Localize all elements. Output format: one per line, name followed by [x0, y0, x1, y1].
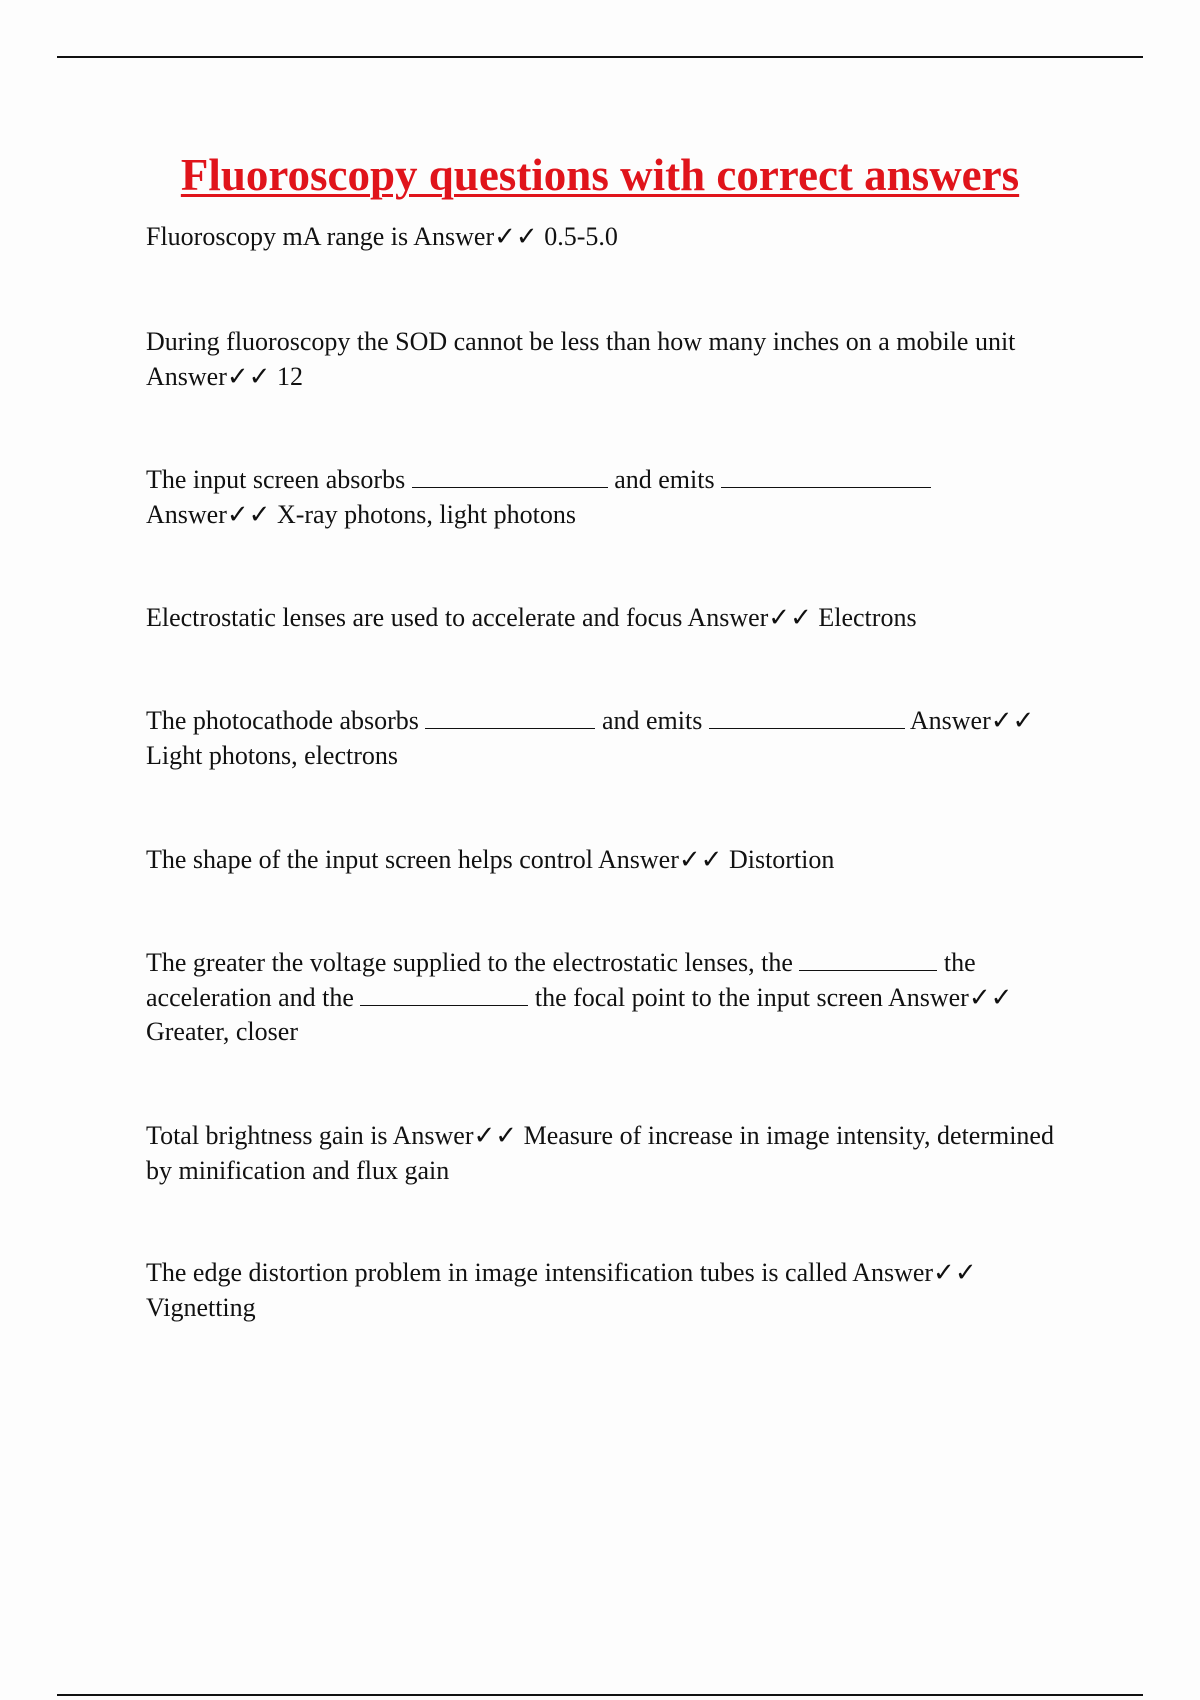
qa-item-5: [146, 704, 1086, 773]
question-text: the focal point to the input screen: [534, 982, 883, 1012]
answer-marker: Answer✓✓: [146, 499, 271, 529]
answer-marker: Answer✓✓: [909, 706, 1035, 735]
question-text: Fluoroscopy mA range is: [146, 222, 409, 251]
question-text: The edge distortion problem in image intensification tubes is called: [146, 1258, 848, 1287]
question-text: The shape of the input screen helps control: [146, 845, 593, 874]
question-text: During fluoroscopy the SOD cannot be less than how many inches on a mobile unit: [146, 327, 1016, 356]
qa-item-8: [146, 1119, 1086, 1188]
answer-text: Vignetting: [146, 1292, 256, 1322]
answer-marker: Answer✓✓: [392, 1121, 518, 1150]
question-text: Electrostatic lenses are used to accelerate and focus: [146, 603, 683, 632]
qa-item-6: [146, 843, 1086, 878]
answer-text: Electrons: [818, 603, 917, 632]
answer-marker: Answer✓✓: [887, 982, 1013, 1012]
fill-blank: [799, 948, 937, 971]
qa-item-7: [146, 946, 1086, 1050]
answer-text: Measure of increase in image intensity, determined by minification and flux gain: [146, 1121, 1054, 1185]
fill-blank: [721, 465, 931, 488]
qa-item-4: [146, 601, 1086, 636]
fill-blank: [709, 706, 905, 729]
question-text: Total brightness gain is: [146, 1121, 388, 1150]
qa-item-9: [146, 1256, 1086, 1325]
question-text: The greater the voltage supplied to the electrostatic lenses, the: [146, 948, 793, 977]
question-text: The photocathode absorbs: [146, 706, 419, 735]
fill-blank: [360, 983, 528, 1006]
fill-blank: [425, 706, 595, 729]
answer-marker: Answer✓✓: [598, 845, 723, 874]
question-text: and emits: [601, 706, 703, 735]
answer-text: 12: [276, 361, 303, 391]
qa-item-3: [146, 463, 1086, 532]
question-text: the acceleration and the: [146, 948, 976, 1012]
qa-item-2: [146, 325, 1086, 394]
answer-text: Light photons, electrons: [146, 740, 399, 770]
answer-marker: Answer✓✓: [687, 603, 812, 632]
bottom-rule: [57, 1694, 1143, 1696]
question-text: and emits: [614, 465, 715, 494]
question-text: The input screen absorbs: [146, 465, 406, 494]
answer-text: Greater, closer: [146, 1017, 298, 1046]
answer-marker: Answer✓✓: [413, 222, 538, 251]
fill-blank: [412, 465, 608, 488]
answer-marker: Answer✓✓: [146, 361, 271, 391]
answer-text: X-ray photons, light photons: [276, 499, 576, 529]
page-title: Fluoroscopy questions with correct answers: [180, 150, 1020, 200]
qa-item-1: [146, 220, 1086, 255]
answer-text: Distortion: [728, 845, 835, 874]
top-rule: [57, 56, 1143, 58]
answer-marker: Answer✓✓: [852, 1258, 977, 1287]
answer-text: 0.5-5.0: [544, 222, 618, 251]
